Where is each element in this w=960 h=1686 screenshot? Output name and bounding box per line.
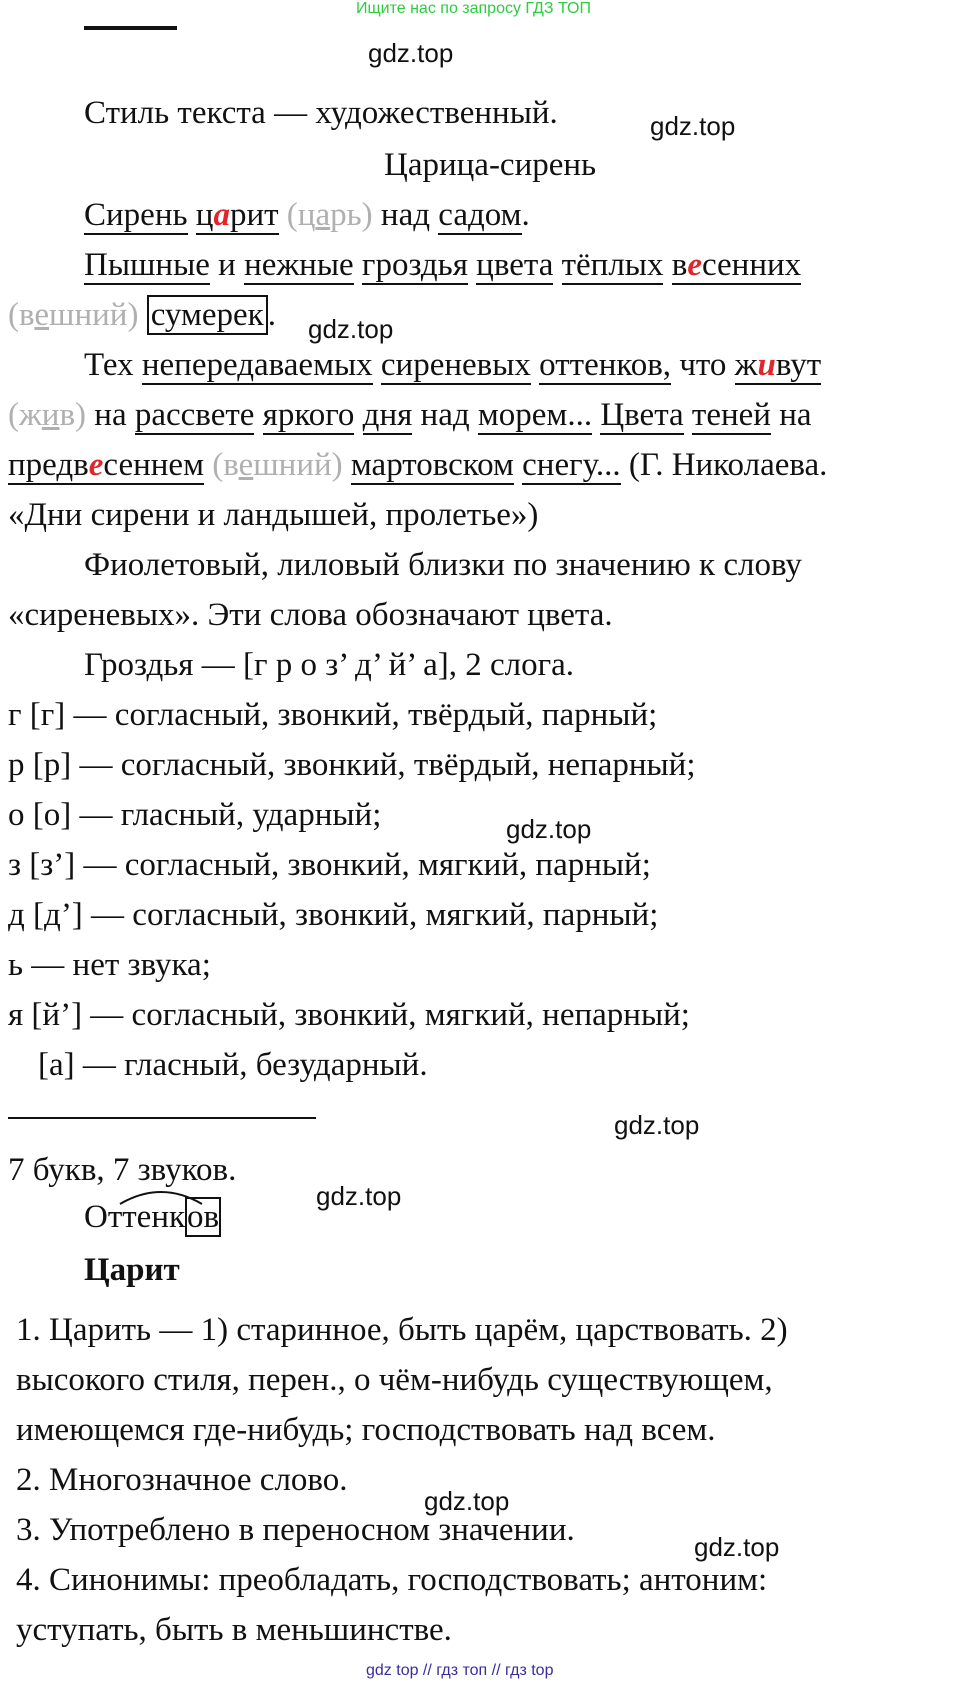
paragraph-3-line-1 [84,345,821,385]
root-arc-icon [118,1188,204,1206]
phonetic-row: д [д’] — согласный, звонкий, мягкий, парный; [8,897,659,933]
vowel-highlight: е [687,247,702,283]
hint-part: (ц [286,197,316,233]
word-boxed: сумерек [147,295,268,335]
text-style-line: Стиль текста — художественный. [84,95,558,131]
word: на [779,397,812,433]
word-part: вут [775,347,822,383]
phonetic-row: о [о] — гласный, ударный; [8,797,382,833]
word: дня [362,397,413,433]
word: и [218,247,236,283]
word: Тех [84,347,134,383]
watermark: gdz.top [424,1486,510,1516]
analysis-line: высокого стиля, перен., о чём-нибудь существующем, [16,1362,773,1398]
word-part: рит [229,197,279,233]
hint-vowel: и [41,397,60,433]
word: рассвете [134,397,255,433]
paragraph-3-line-4: «Дни сирени и ландышей, пролетье») [8,497,539,533]
analysis-line: 2. Многозначное слово. [16,1462,348,1498]
watermark: gdz.top [694,1532,780,1562]
morphemic-parse [84,1197,221,1237]
word-heading: Царит [84,1252,180,1288]
footer-links[interactable]: gdz top // гдз топ // гдз top [366,1662,554,1679]
hint-vowel: а [315,197,331,233]
phonetic-row: р [р] — согласный, звонкий, твёрдый, непарный; [8,747,696,783]
analysis-line: имеющемся где-нибудь; господствовать над всем. [16,1412,716,1448]
word-part: сенних [701,247,802,283]
analysis-line: 4. Синонимы: преобладать, господствовать; антоним: [16,1562,768,1598]
hint-part: рь) [330,197,373,233]
punct: . [521,197,530,233]
paragraph-2-line-2 [8,295,276,335]
word-root: Оттенк [84,1199,186,1235]
word-part: предв [8,447,89,483]
phonetic-row: з [з’] — согласный, звонкий, мягкий, парный; [8,847,651,883]
paragraph-4-line-1: Фиолетовый, лиловый близки по значению к слову [84,547,802,583]
phonetic-row: ь — нет звука; [8,947,211,983]
word: нежные [244,247,354,283]
phonetic-row: я [й’] — согласный, звонкий, мягкий, непарный; [8,997,690,1033]
phonetic-row: г [г] — согласный, звонкий, твёрдый, парный; [8,697,658,733]
word-part: сеннем [103,447,204,483]
word: снегу... [522,447,621,483]
divider [8,1117,316,1119]
search-banner[interactable]: Ищите нас по запросу ГДЗ ТОП [356,0,591,17]
watermark: gdz.top [614,1110,700,1140]
paragraph-3-line-2 [8,395,812,435]
word: цвета [476,247,554,283]
phonetic-row: [а] — гласный, безударный. [38,1047,428,1083]
word: теней [691,397,771,433]
watermark: gdz.top [506,814,592,844]
paragraph-2-line-1 [84,245,801,285]
word-part: ц [195,197,214,233]
word: яркого [262,397,355,433]
watermark: gdz.top [316,1181,402,1211]
phonetic-summary: 7 букв, 7 звуков. [8,1152,237,1188]
word: непередаваемых [141,347,373,383]
vowel-highlight: а [213,197,230,233]
vowel-highlight: е [88,447,104,483]
watermark: gdz.top [650,111,736,141]
word-ending: ов [187,1199,220,1235]
hint-part: (в [212,447,239,483]
top-rule [84,26,177,30]
word: мартовском [350,447,514,483]
hint-vowel: е [34,297,50,333]
word: тёплых [561,247,664,283]
word: на [94,397,127,433]
word: Цвета [600,397,684,433]
word: сиреневых [380,347,531,383]
word: Пышные [84,247,210,283]
paragraph-4-line-2: «сиреневых». Эти слова обозначают цвета. [8,597,613,633]
word: над [380,197,431,233]
hint-part: (в [8,297,35,333]
word-part: ж [734,347,758,383]
paragraph-3-line-3 [8,445,827,485]
word: что [679,347,727,383]
word: гроздья [361,247,468,283]
analysis-line: 3. Употреблено в переносном значении. [16,1512,575,1548]
word: оттенков, [539,347,672,383]
paragraph-1 [84,195,530,235]
hint-part: шний) [253,447,343,483]
analysis-line: уступать, быть в меньшинстве. [16,1612,452,1648]
text-title: Царица-сирень [384,147,597,183]
word-subject: Сирень [84,197,188,233]
hint-part: шний) [49,297,139,333]
word: садом [438,197,522,233]
hint-vowel: е [238,447,254,483]
word: морем... [477,397,593,433]
citation: (Г. Николаева. [628,447,828,483]
hint-part: (ж [8,397,42,433]
punct: . [267,297,276,333]
hint-part: в) [59,397,87,433]
word-part: в [671,247,688,283]
vowel-highlight: и [757,347,776,383]
word: над [420,397,470,433]
watermark: gdz.top [308,314,394,344]
phonetic-heading: Гроздья — [г р о з’ д’ й’ а], 2 слога. [84,647,575,683]
analysis-line: 1. Царить — 1) старинное, быть царём, царствовать. 2) [16,1312,788,1348]
watermark: gdz.top [368,38,454,68]
